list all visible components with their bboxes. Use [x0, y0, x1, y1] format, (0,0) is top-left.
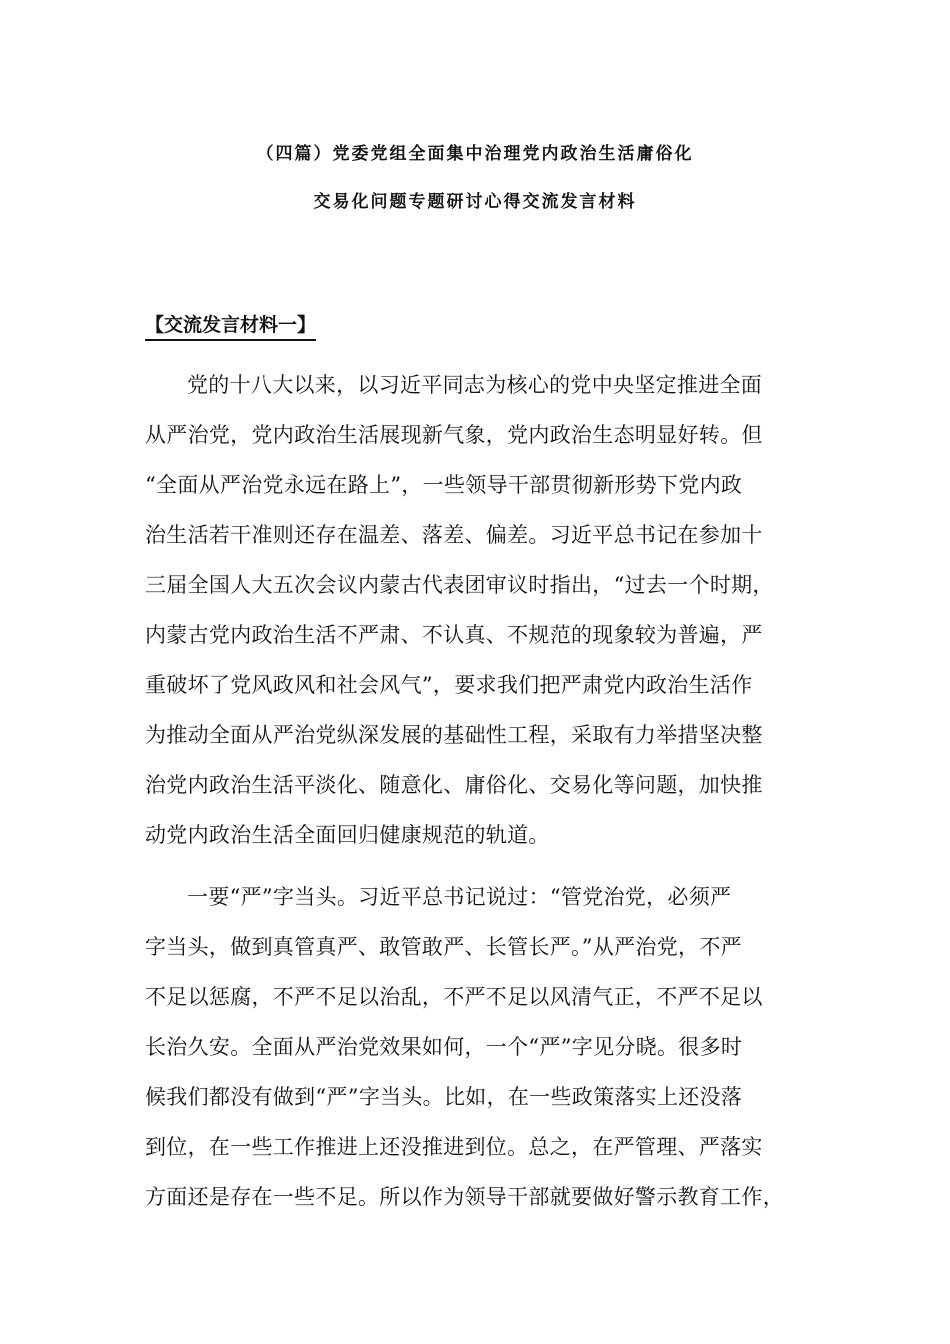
document-title-line-1: （四篇）党委党组全面集中治理党内政治生活庸俗化: [256, 144, 694, 164]
paragraph-1-line: 治党内政治生活平淡化、随意化、庸俗化、交易化等问题，加快推: [145, 773, 763, 797]
paragraph-1-line: 重破坏了党风政风和社会风气”，要求我们把严肃党内政治生活作: [145, 673, 753, 697]
paragraph-1-line: 从严治党，党内政治生活展现新气象，党内政治生态明显好转。但: [145, 423, 763, 447]
paragraph-2-line: 一要“严”字当头。习近平总书记说过：“管党治党，必须严: [187, 885, 732, 909]
paragraph-1-line: 为推动全面从严治党纵深发展的基础性工程，采取有力举措坚决整: [145, 723, 763, 747]
paragraph-1-line: 治生活若干准则还存在温差、落差、偏差。习近平总书记在参加十: [145, 523, 763, 547]
paragraph-2-line: 到位，在一些工作推进上还没推进到位。总之，在严管理、严落实: [145, 1135, 763, 1159]
paragraph-1-line: “全面从严治党永远在路上”，一些领导干部贯彻新形势下党内政: [145, 473, 743, 497]
paragraph-1-line: 党的十八大以来，以习近平同志为核心的党中央坚定推进全面: [187, 373, 763, 397]
paragraph-1-line: 内蒙古党内政治生活不严肃、不认真、不规范的现象较为普遍，严: [145, 623, 763, 647]
section-heading: 【交流发言材料一】: [145, 312, 316, 341]
paragraph-2-line: 候我们都没有做到“严”字当头。比如，在一些政策落实上还没落: [145, 1085, 743, 1109]
paragraph-1-line: 三届全国人大五次会议内蒙古代表团审议时指出，“过去一个时期，: [145, 573, 774, 597]
paragraph-2-line: 不足以惩腐，不严不足以治乱，不严不足以风清气正，不严不足以: [145, 985, 763, 1009]
paragraph-2-line: 字当头，做到真管真严、敢管敢严、长管长严。”从严治党，不严: [145, 935, 742, 959]
document-title-line-2: 交易化问题专题研讨心得交流发言材料: [313, 192, 637, 212]
paragraph-1-line: 动党内政治生活全面回归健康规范的轨道。: [145, 823, 550, 847]
paragraph-2-line: 方面还是存在一些不足。所以作为领导干部就要做好警示教育工作，: [145, 1185, 784, 1209]
paragraph-2-line: 长治久安。全面从严治党效果如何，一个“严”字见分晓。很多时: [145, 1035, 743, 1059]
